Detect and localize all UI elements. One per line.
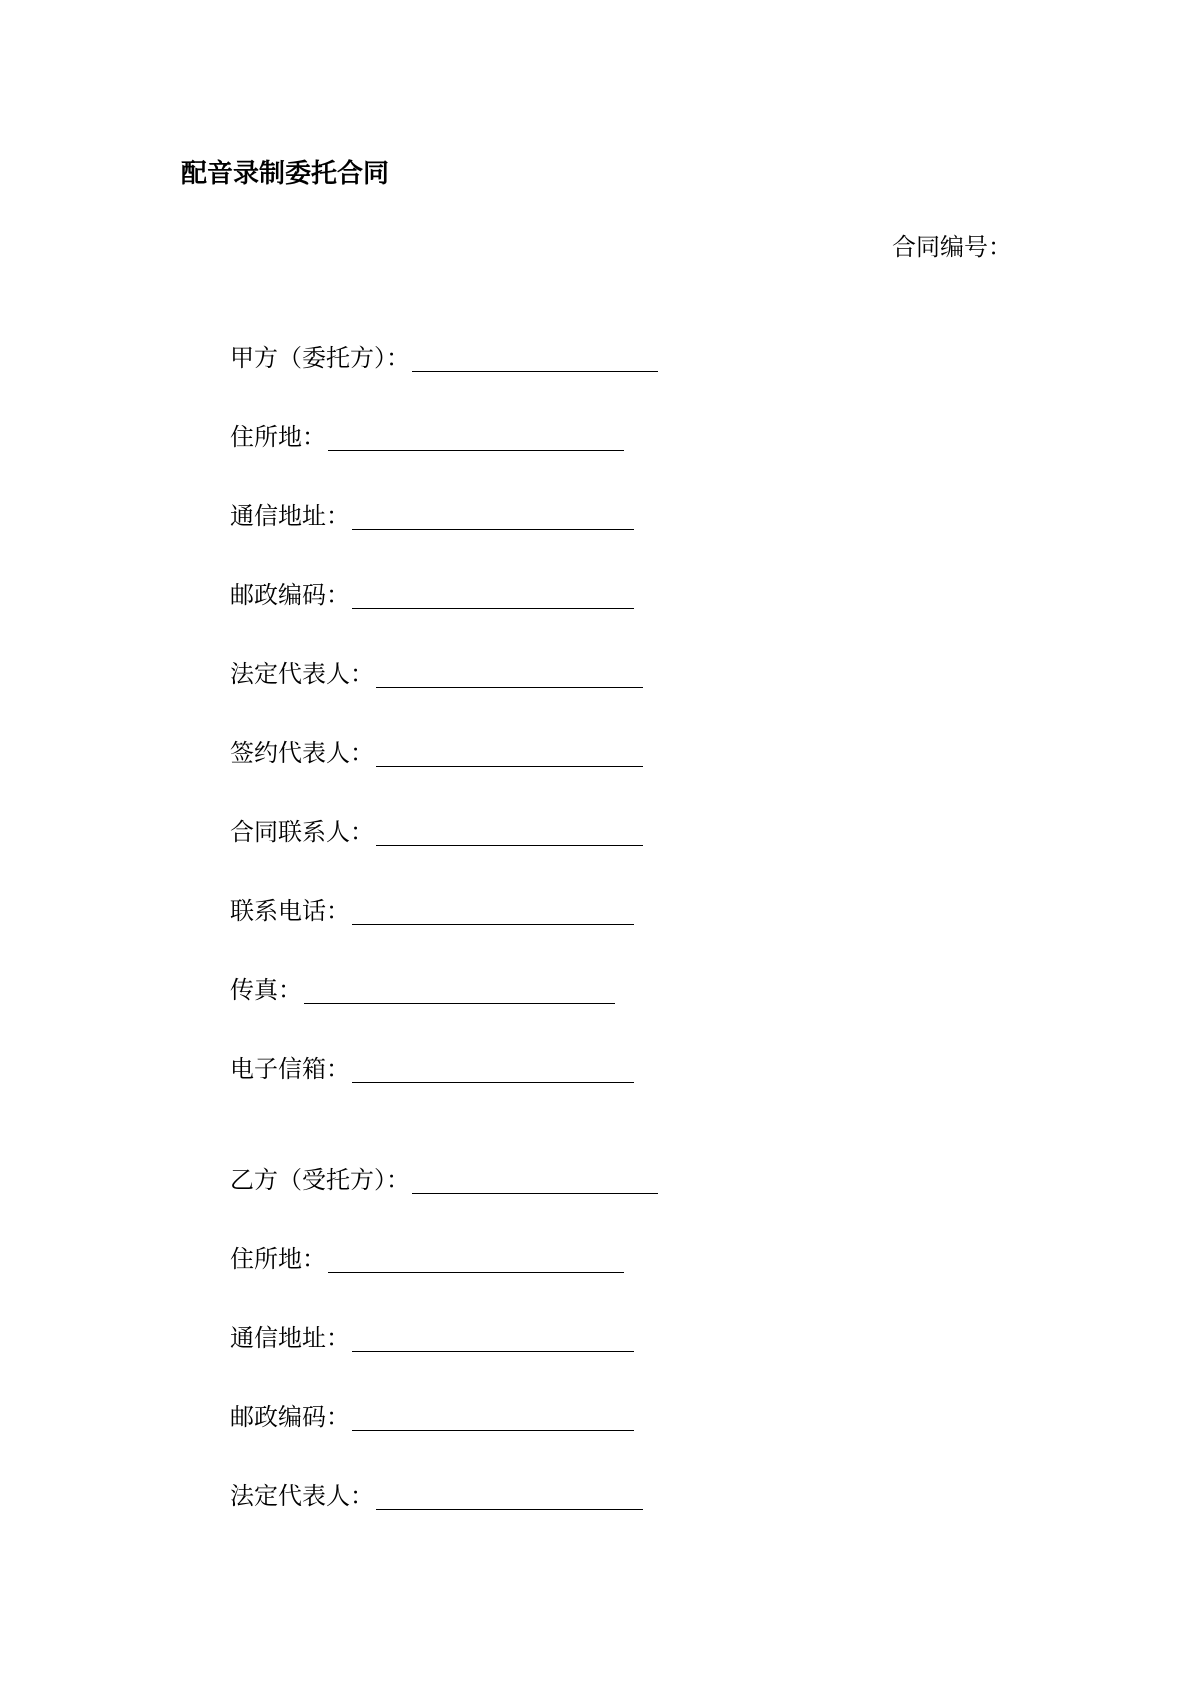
party-a-postal-code-field (230, 573, 634, 613)
party-a-heading-field (230, 336, 658, 376)
party-b-heading: 乙方（受托方）： (230, 1166, 410, 1194)
party-a-heading: 甲方（委托方）： (230, 344, 410, 372)
party-a-contact-person-field (230, 810, 643, 850)
party-b-postal-code-label: 邮政编码： (230, 1403, 350, 1431)
party-a-email-label: 电子信箱： (230, 1055, 350, 1083)
party-a-fax-field (230, 968, 615, 1008)
party-a-phone-label: 联系电话： (230, 897, 350, 925)
party-a-legal-rep-label: 法定代表人： (230, 660, 374, 688)
party-b-legal-rep-blank[interactable] (376, 1479, 643, 1510)
party-a-phone-blank[interactable] (352, 894, 634, 925)
party-b-legal-rep-field (230, 1474, 643, 1514)
party-a-mailing-address-field (230, 494, 634, 534)
contract-number-label: 合同编号： (892, 233, 1012, 261)
party-a-signing-rep-field (230, 731, 643, 771)
party-a-address-label: 住所地： (230, 423, 326, 451)
party-b-address-field (230, 1237, 624, 1277)
party-a-mailing-address-blank[interactable] (352, 499, 634, 530)
party-b-legal-rep-label: 法定代表人： (230, 1482, 374, 1510)
party-a-phone-field (230, 889, 634, 929)
party-b-heading-field (230, 1158, 658, 1198)
party-a-name-blank[interactable] (412, 341, 658, 372)
party-a-signing-rep-blank[interactable] (376, 736, 643, 767)
party-b-mailing-address-blank[interactable] (352, 1321, 634, 1352)
party-b-postal-code-blank[interactable] (352, 1400, 634, 1431)
party-a-email-blank[interactable] (352, 1052, 634, 1083)
party-a-fax-label: 传真： (230, 976, 302, 1004)
party-b-postal-code-field (230, 1395, 634, 1435)
party-a-contact-person-blank[interactable] (376, 815, 643, 846)
party-a-address-blank[interactable] (328, 420, 624, 451)
party-a-email-field (230, 1047, 634, 1087)
party-a-legal-rep-blank[interactable] (376, 657, 643, 688)
document-title: 配音录制委托合同 (181, 159, 390, 189)
party-b-address-blank[interactable] (328, 1242, 624, 1273)
party-b-mailing-address-field (230, 1316, 634, 1356)
party-a-postal-code-label: 邮政编码： (230, 581, 350, 609)
party-a-fax-blank[interactable] (304, 973, 615, 1004)
party-a-contact-person-label: 合同联系人： (230, 818, 374, 846)
party-a-postal-code-blank[interactable] (352, 578, 634, 609)
party-b-mailing-address-label: 通信地址： (230, 1324, 350, 1352)
party-a-legal-rep-field (230, 652, 643, 692)
party-b-name-blank[interactable] (412, 1163, 658, 1194)
party-a-signing-rep-label: 签约代表人： (230, 739, 374, 767)
party-a-mailing-address-label: 通信地址： (230, 502, 350, 530)
party-a-address-field (230, 415, 624, 455)
party-b-address-label: 住所地： (230, 1245, 326, 1273)
